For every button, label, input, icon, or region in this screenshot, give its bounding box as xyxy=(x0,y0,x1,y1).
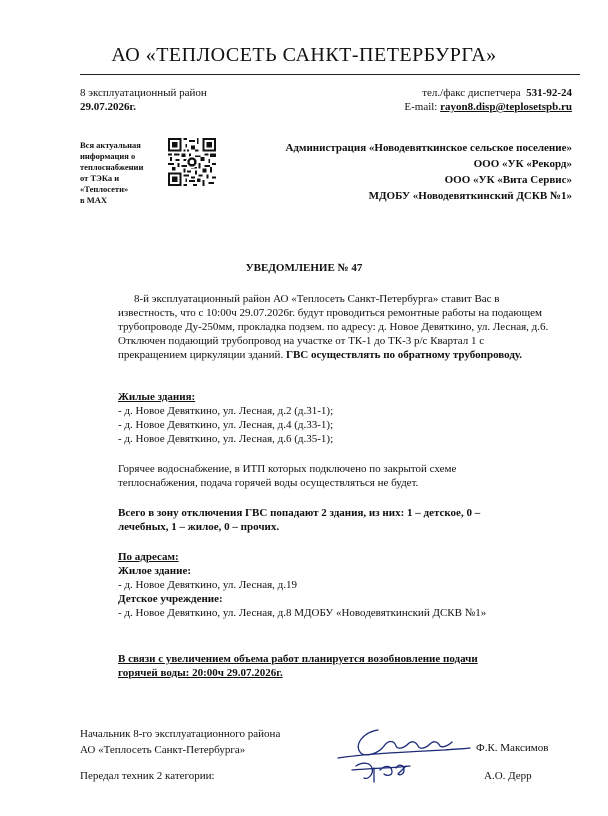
addressee-list xyxy=(285,140,572,204)
qr-note-line: Вся актуальная xyxy=(80,140,141,150)
text-line: трубопроводе Ду-250мм, прокладка подзем. по адресу: д. Новое Девяткино, ул. Лесная, д.6. xyxy=(118,321,549,333)
header-right xyxy=(404,86,572,114)
addressee: МДОБУ «Новодевяткинский ДСКВ №1» xyxy=(368,190,572,202)
gvs-note xyxy=(118,462,558,490)
list-item: - д. Новое Девяткино, ул. Лесная, д.19 xyxy=(118,579,297,591)
gvs-instruction: ГВС осуществлять по обратному трубопроводу. xyxy=(285,349,523,361)
district-name: 8 эксплуатационный район xyxy=(80,87,207,99)
text-line: Горячее водоснабжение, в ИТП которых подключено по закрытой схеме xyxy=(118,463,457,475)
qr-note-line: в MAX xyxy=(80,195,108,205)
text-line: известность, что с 10:00ч 29.07.2026г. будут проводиться ремонтные работы на подающем xyxy=(118,307,542,319)
addressee: ООО «УК «Рекорд» xyxy=(473,158,572,170)
phone-value: 531-92-24 xyxy=(526,87,572,99)
header-divider xyxy=(80,74,580,75)
text-line: Всего в зону отключения ГВС попадают 2 здания, из них: 1 – детское, 0 – xyxy=(118,507,481,519)
phone-line xyxy=(404,86,572,100)
text-line: В связи с увеличением объема работ планируется возобновление подачи xyxy=(118,653,478,665)
tech-name: А.О. Дерр xyxy=(484,770,532,782)
list-item: - д. Новое Девяткино, ул. Лесная, д.8 МДОБУ «Новодевяткинский ДСКВ №1» xyxy=(118,607,487,619)
qr-note-line: информация о xyxy=(80,151,136,161)
email-line xyxy=(404,100,572,114)
phone-label: тел./факс диспетчера xyxy=(422,87,521,99)
qr-note-line: «Теплосети» xyxy=(80,184,129,194)
addressee: ООО «УК «Вита Сервис» xyxy=(444,174,572,186)
addresses-heading: По адресам: xyxy=(118,551,179,563)
notice-date: 29.07.2026г. xyxy=(80,101,137,113)
organization-title: АО «ТЕПЛОСЕТЬ САНКТ-ПЕТЕРБУРГА» xyxy=(111,44,497,66)
text-line: АО «Теплосеть Санкт-Петербурга» xyxy=(80,744,246,756)
qr-note-line: от ТЭКа и xyxy=(80,173,120,183)
address-section xyxy=(118,550,558,620)
kids-label: Детское учреждение: xyxy=(118,593,223,605)
email-link[interactable]: rayon8.disp@teplosetspb.ru xyxy=(440,101,572,113)
text-line: теплоснабжения, подача горячей воды осуществляться не будет. xyxy=(118,477,419,489)
list-item: - д. Новое Девяткино, ул. Лесная, д.4 (д.33-1); xyxy=(118,419,334,431)
text-line: Отключен подающий трубопровод на участке от ТК-1 до ТК-3 р/с Квартал 1 с xyxy=(118,335,485,347)
chief-name: Ф.К. Максимов xyxy=(476,742,549,754)
outage-summary xyxy=(118,506,558,534)
residential-heading: Жилые здания: xyxy=(118,391,196,403)
qr-note xyxy=(80,140,160,206)
notice-title: УВЕДОМЛЕНИЕ № 47 xyxy=(245,262,363,274)
list-item: - д. Новое Девяткино, ул. Лесная, д.6 (д.35-1); xyxy=(118,433,334,445)
qr-code-icon[interactable] xyxy=(168,138,216,186)
text-line: 8-й эксплуатационный район АО «Теплосеть Санкт-Петербурга» ставит Вас в xyxy=(134,293,500,305)
text-line: Начальник 8-го эксплуатационного района xyxy=(80,728,281,740)
residential-label: Жилое здание: xyxy=(118,565,192,577)
notice-paragraph xyxy=(118,292,558,362)
email-label: E-mail: xyxy=(404,101,438,113)
renewal-notice xyxy=(118,652,558,680)
handwritten-signature xyxy=(334,718,474,784)
header-left xyxy=(80,86,207,114)
residential-buildings xyxy=(118,390,558,446)
qr-note-line: теплоснабжении xyxy=(80,162,144,172)
text-line xyxy=(118,348,558,362)
text-line: лечебных, 1 – жилое, 0 – прочих. xyxy=(118,521,280,533)
addressee: Администрация «Новодевяткинское сельское поселение» xyxy=(285,142,572,154)
text-line: горячей воды: 20:00ч 29.07.2026г. xyxy=(118,667,283,679)
chief-title xyxy=(80,726,280,758)
list-item: - д. Новое Девяткино, ул. Лесная, д.2 (д.31-1); xyxy=(118,405,334,417)
tech-title: Передал техник 2 категории: xyxy=(80,770,215,782)
text-fragment: прекращением циркуляции зданий. xyxy=(118,349,286,361)
